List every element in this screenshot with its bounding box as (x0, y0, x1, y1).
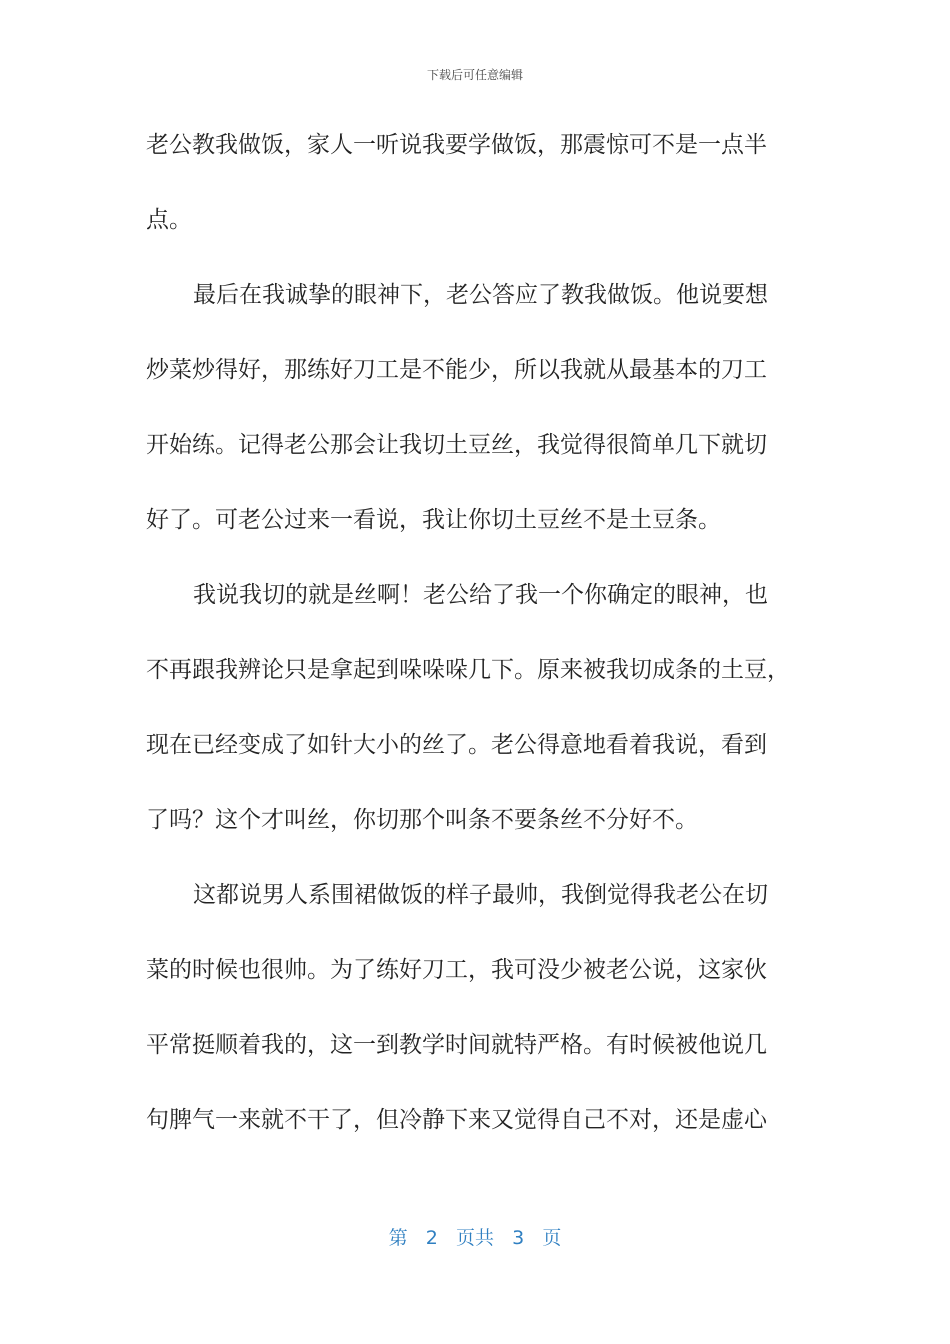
paragraph-line: 现在已经变成了如针大小的丝了。老公得意地看着我说，看到 (146, 732, 767, 758)
page-label-middle: 页共 (455, 1227, 494, 1249)
paragraph-line: 点。 (146, 207, 192, 233)
paragraph-line: 句脾气一来就不干了，但冷静下来又觉得自己不对，还是虚心 (146, 1107, 767, 1133)
page-label-suffix: 页 (542, 1227, 562, 1249)
paragraph-line: 我说我切的就是丝啊！老公给了我一个你确定的眼神，也 (193, 582, 768, 608)
paragraph-line: 老公教我做饭，家人一听说我要学做饭，那震惊可不是一点半 (146, 132, 767, 158)
paragraph-line: 好了。可老公过来一看说，我让你切土豆丝不是土豆条。 (146, 507, 721, 533)
paragraph-line: 最后在我诚挚的眼神下，老公答应了教我做饭。他说要想 (193, 282, 768, 308)
paragraph-line: 开始练。记得老公那会让我切土豆丝，我觉得很简单几下就切 (146, 432, 767, 458)
paragraph-line: 不再跟我辨论只是拿起到哚哚哚几下。原来被我切成条的土豆， (146, 657, 790, 683)
paragraph-line: 炒菜炒得好，那练好刀工是不能少，所以我就从最基本的刀工 (146, 357, 767, 383)
page-header: 下载后可任意编辑 (426, 68, 523, 82)
total-pages-number: 3 (512, 1227, 525, 1249)
page-footer (0, 1225, 950, 1251)
paragraph-line: 了吗？这个才叫丝，你切那个叫条不要条丝不分好不。 (146, 807, 698, 833)
paragraph-line: 菜的时候也很帅。为了练好刀工，我可没少被老公说，这家伙 (146, 957, 767, 983)
document-body (146, 120, 806, 1170)
paragraph-line: 这都说男人系围裙做饭的样子最帅，我倒觉得我老公在切 (193, 882, 768, 908)
current-page-number: 2 (425, 1227, 438, 1249)
paragraph-line: 平常挺顺着我的，这一到教学时间就特严格。有时候被他说几 (146, 1032, 767, 1058)
page-label-prefix: 第 (388, 1227, 408, 1249)
